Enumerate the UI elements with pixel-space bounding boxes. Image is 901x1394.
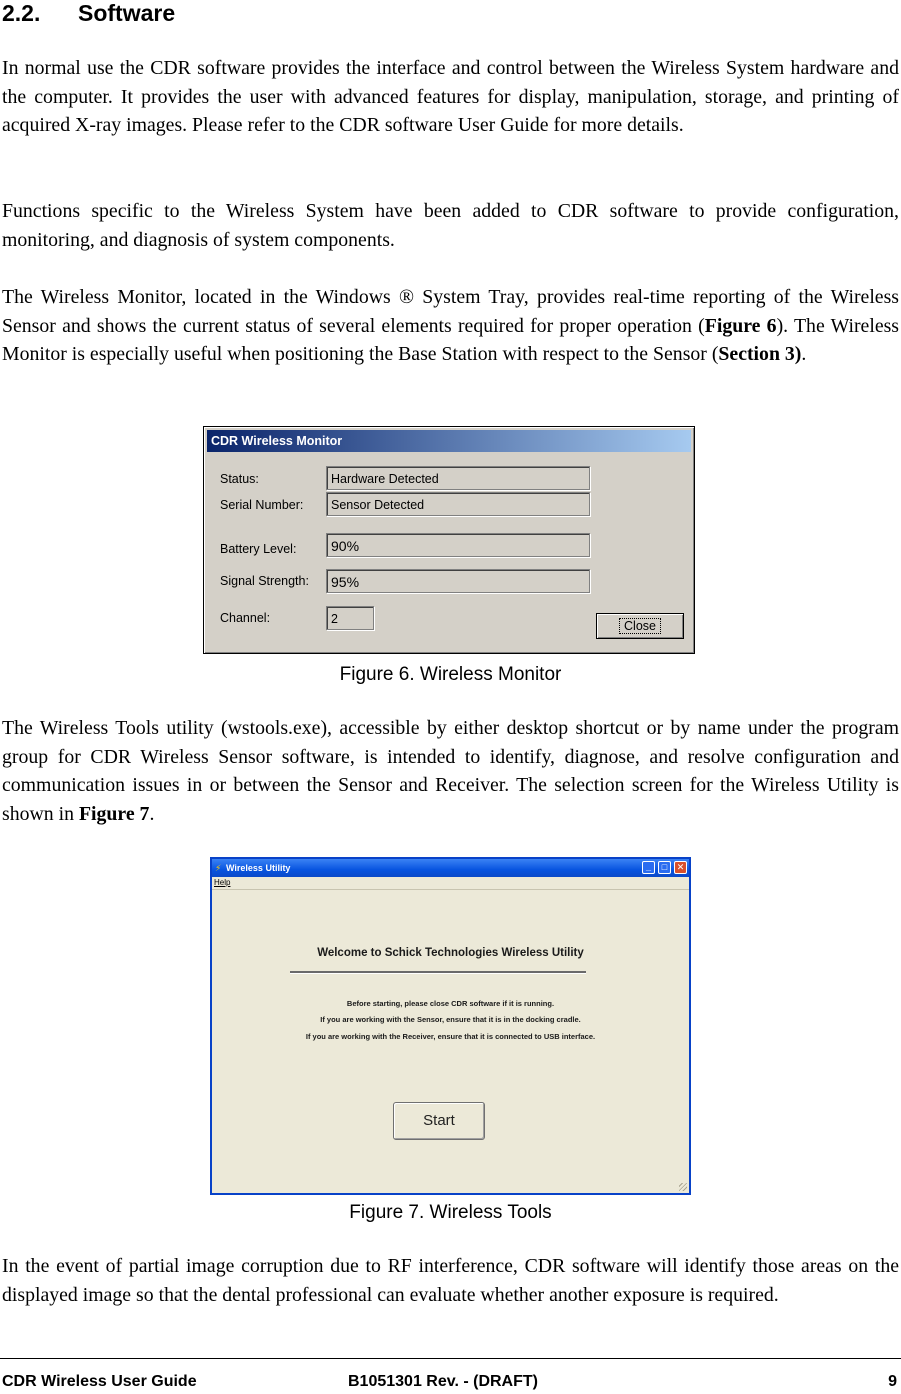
p4-text-a: The Wireless Tools utility (wstools.exe), accessible by either desktop shortcut or by name under the program group for CDR Wireless Sensor software, is intended to identify, diagnose, and resolve configuration and communication issues in or between the Sensor and Receiver. The selection screen for the Wireless Utility is shown in [2,717,899,825]
battery-level-field: 90% [326,533,590,557]
section-heading [2,0,175,27]
paragraph-intro: In normal use the CDR software provides the interface and control between the Wireless System hardware and the computer. It provides the user with advanced features for display, manipulation, storage, and printing of acquired X-ray images. Please refer to the CDR software User Guide for more details. [2,57,899,137]
resize-grip-icon[interactable] [679,1183,687,1191]
section-3-reference: Section 3) [718,343,802,366]
figure-7-caption: Figure 7. Wireless Tools [349,1202,552,1223]
footer-guide-title: CDR Wireless User Guide [2,1373,197,1390]
close-button[interactable] [596,613,684,639]
maximize-icon[interactable]: □ [658,861,671,874]
app-lightning-icon: ⚡ [215,863,222,873]
serial-number-field: Sensor Detected [326,492,590,516]
wireless-utility-titlebar [212,859,689,877]
minimize-icon[interactable]: _ [642,861,655,874]
channel-field: 2 [326,606,374,630]
status-field: Hardware Detected [326,466,590,490]
wireless-utility-title: Wireless Utility [226,863,291,873]
start-button[interactable]: Start [393,1102,485,1140]
p3-text-b: ). The Wireless Monitor is especially useful when positioning the Base Station with respect to the Sensor ( [2,314,900,366]
paragraph-functions: Functions specific to the Wireless System have been added to CDR software to provide configuration, monitoring, and diagnosis of system components. [2,200,899,251]
footer-divider [0,1358,901,1359]
wireless-monitor-window [203,426,695,654]
serial-number-label: Serial Number: [220,498,304,512]
menu-bar [212,877,689,890]
instruction-sensor-cradle: If you are working with the Sensor, ensure that it is in the docking cradle. [320,1015,581,1024]
instruction-receiver-usb: If you are working with the Receiver, ensure that it is connected to USB interface. [305,1032,596,1041]
figure-6-caption: Figure 6. Wireless Monitor [339,664,562,685]
instruction-close-cdr: Before starting, please close CDR software if it is running. [346,999,555,1008]
paragraph-wireless-tools [2,714,899,828]
p3-text-c: . [801,343,807,366]
section-title: Software [78,0,176,26]
channel-label: Channel: [220,611,271,625]
welcome-divider [290,971,586,974]
wireless-monitor-titlebar: CDR Wireless Monitor [207,430,691,452]
welcome-heading: Welcome to Schick Technologies Wireless Utility [317,947,584,959]
close-icon[interactable]: ✕ [674,861,687,874]
close-button-label: Close [619,618,661,634]
figure-7-reference: Figure 7 [78,802,150,825]
menu-help[interactable]: Help [214,878,231,887]
wireless-utility-window [210,857,691,1195]
footer-page-number: 9 [888,1373,897,1390]
footer-document-number: B1051301 Rev. - (DRAFT) [348,1373,538,1390]
status-label: Status: [220,472,259,486]
p4-text-b: . [149,802,155,825]
signal-strength-label: Signal Strength: [220,574,309,588]
signal-strength-field: 95% [326,569,590,593]
paragraph-wireless-monitor [2,283,899,369]
battery-level-label: Battery Level: [220,542,297,556]
figure-6-reference: Figure 6 [704,314,777,337]
paragraph-rf-interference: In the event of partial image corruption due to RF interference, CDR software will identify those areas on the displayed image so that the dental professional can evaluate whether another exposure is required. [2,1255,899,1306]
p3-text-a: The Wireless Monitor, located in the Windows ® System Tray, provides real-time reporting of the Wireless Sensor and shows the current status of several elements required for proper operation ( [2,286,899,337]
section-number: 2.2. [2,0,41,26]
